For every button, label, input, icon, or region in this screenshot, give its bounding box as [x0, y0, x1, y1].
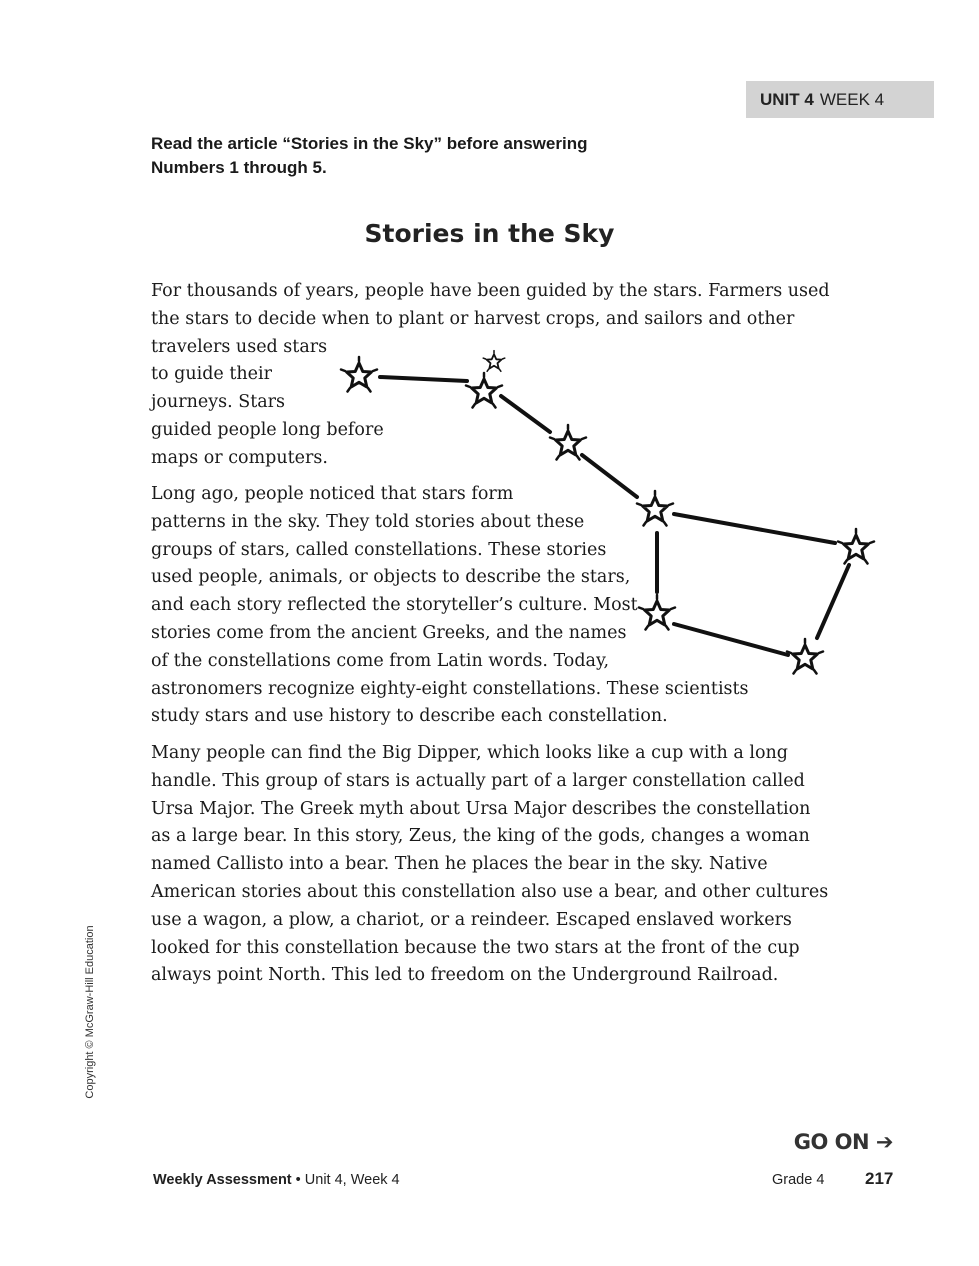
big-dipper-constellation-icon	[330, 340, 890, 690]
article-paragraph-2: Long ago, people noticed that stars form patterns in the sky. They told stories about these groups of stars, called constellations. These stories used people, animals, or objects to describe the stars, and each story reflected the storyteller’s culture. Most stories come from the ancient Greeks, and the names of the constellations come from Latin words. Today, astronomers recognize eighty-eight constellations. These scientists study stars and use history to describe each constellation.	[151, 484, 749, 727]
star-icon	[466, 373, 502, 408]
go-on-indicator	[794, 1128, 893, 1156]
go-on-label: GO ON	[793, 1130, 870, 1154]
star-icon	[637, 491, 673, 526]
star-icon	[838, 529, 874, 564]
article-title: Stories in the Sky	[364, 219, 615, 248]
article-paragraph-3: Many people can find the Big Dipper, which looks like a cup with a long handle. This group of stars is actually part of a larger constellation called Ursa Major. The Greek myth about Ursa Major describes the constellation as a large bear. In this story, Zeus, the king of the gods, changes a woman named Callisto into a bear. Then he places the bear in the sky. Native American stories about this constellation also use a bear, and other cultures use a wagon, a plow, a chariot, or a reindeer. Escaped enslaved workers looked for this constellation because the two stars at the front of the cup always point North. This led to freedom on the Underground Railroad.	[151, 743, 829, 986]
footer-unit-week: Unit 4, Week 4	[304, 1172, 400, 1188]
footer-assessment	[153, 1172, 400, 1188]
footer-assessment-title: Weekly Assessment	[153, 1172, 292, 1188]
star-icon	[483, 351, 505, 372]
copyright-text: Copyright © McGraw-Hill Education	[84, 925, 96, 1099]
arrow-right-icon: ➔	[875, 1130, 893, 1154]
star-icon	[341, 357, 377, 392]
footer-grade: Grade 4	[772, 1172, 825, 1188]
footer-separator: •	[291, 1172, 305, 1188]
unit-label: UNIT 4	[760, 90, 814, 109]
constellation-stars	[341, 351, 874, 674]
star-icon	[787, 639, 823, 674]
unit-week-tag	[746, 81, 934, 118]
star-icon	[639, 595, 675, 630]
constellation-lines	[380, 377, 849, 655]
article-paragraph-1: For thousands of years, people have been guided by the stars. Farmers used the stars to decide when to plant or harvest crops, and sailors and other travelers used stars to guide their journeys. Stars guided people long before maps or computers.	[151, 281, 830, 468]
page-number: 217	[865, 1169, 894, 1188]
week-label: WEEK 4	[819, 90, 885, 109]
instructions: Read the article “Stories in the Sky” before answering Numbers 1 through 5.	[151, 134, 588, 177]
